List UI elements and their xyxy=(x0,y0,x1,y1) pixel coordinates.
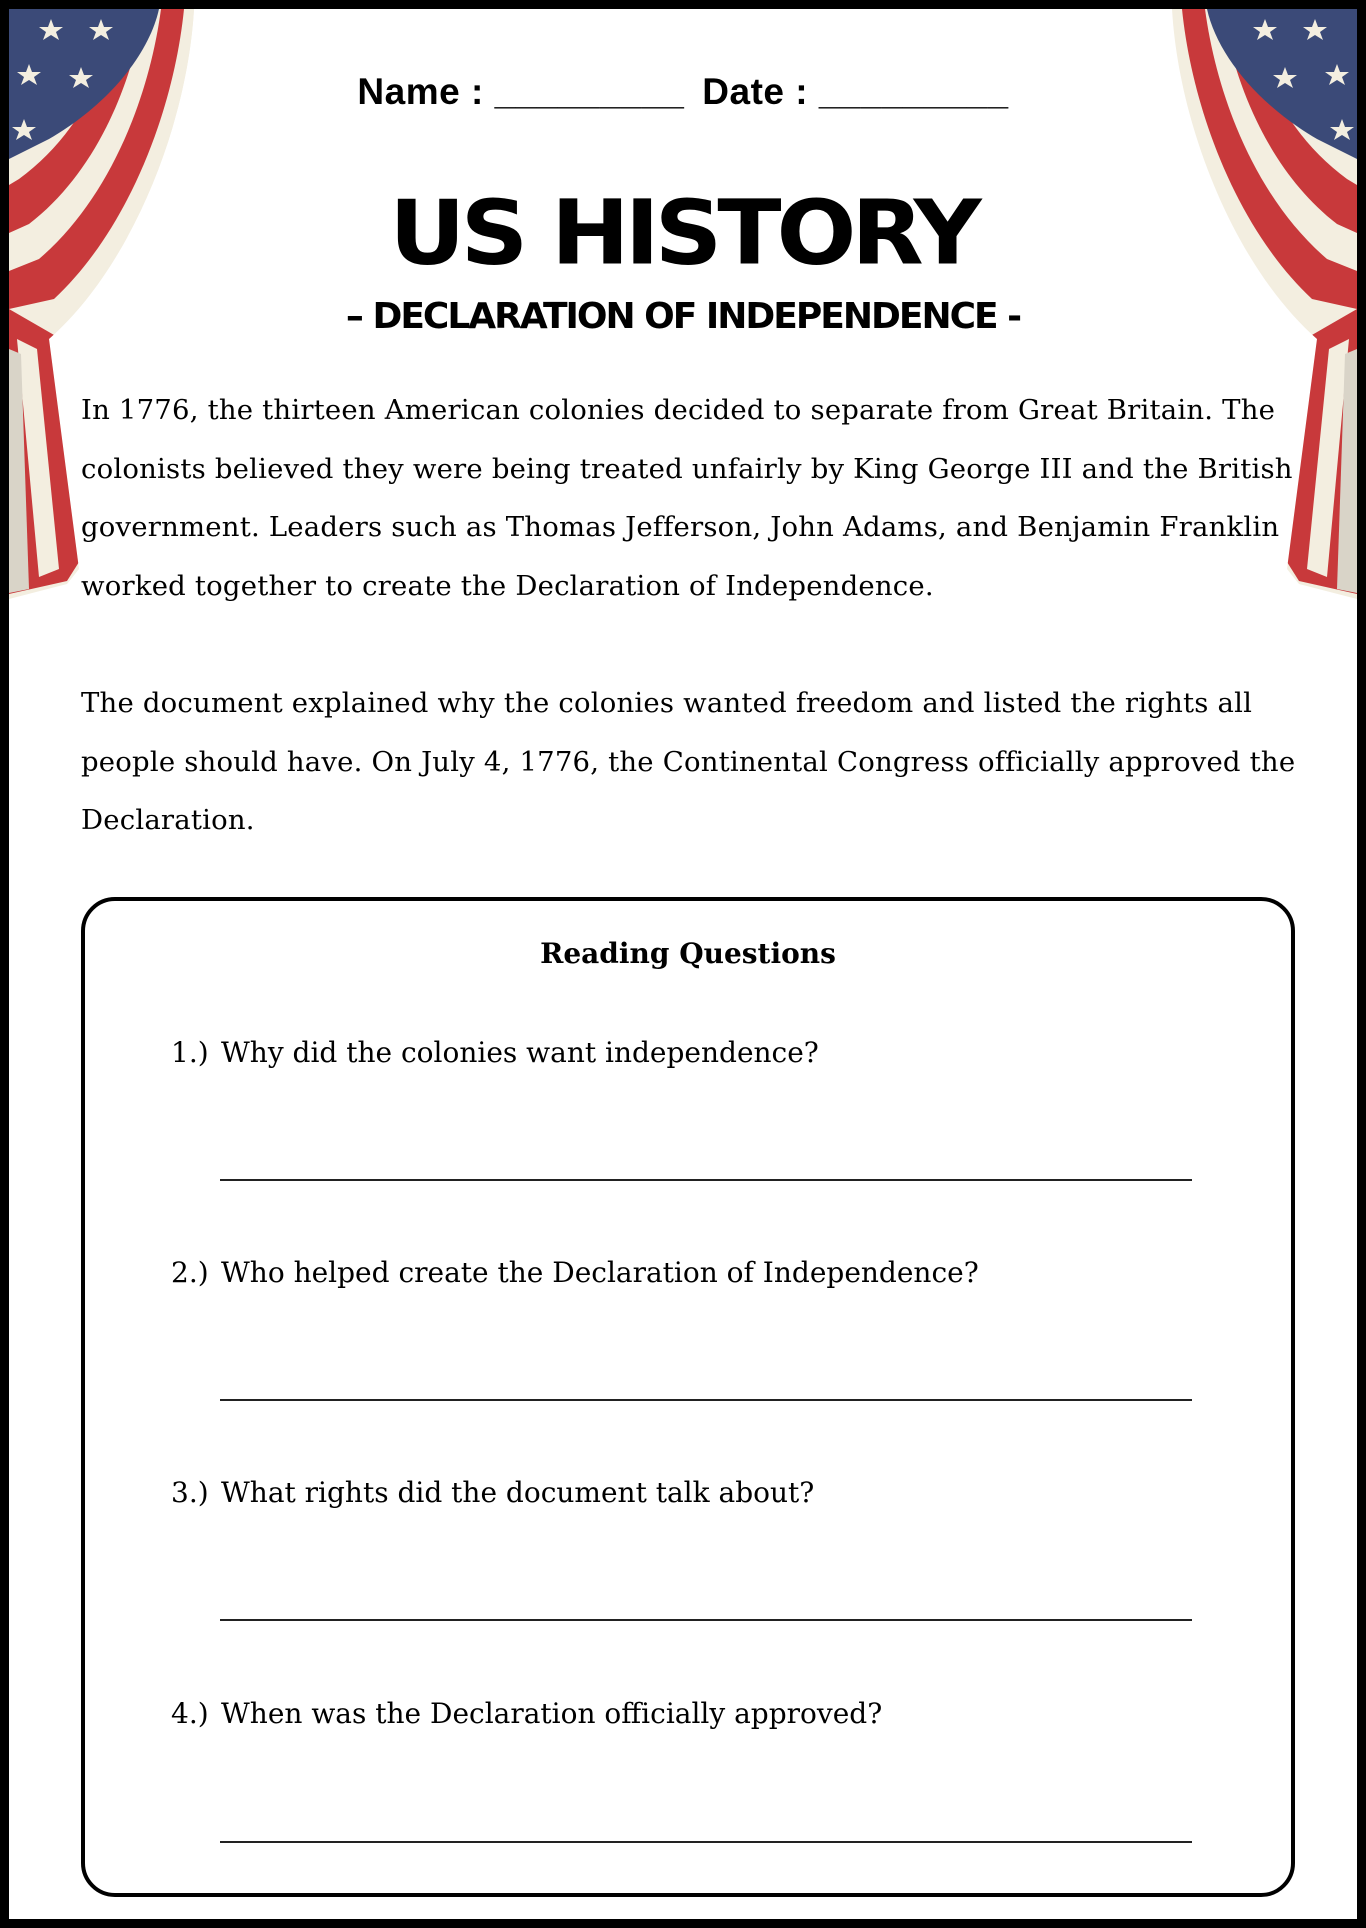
answer-line[interactable] xyxy=(220,1841,1192,1843)
page-subtitle: – DECLARATION OF INDEPENDENCE - xyxy=(345,296,1021,337)
intro-paragraph: In 1776, the thirteen American colonies decided to separate from Great Britain. The colonists believed they were being treated unfairly by King George III and the British government. Leaders such as Thomas Jefferson, John Adams, and Benjamin Franklin worked together to create the Declaration of Independence. xyxy=(81,394,1293,602)
question-item xyxy=(171,1036,1231,1069)
reading-questions-title: Reading Questions xyxy=(540,937,836,970)
question-text: What rights did the document talk about? xyxy=(221,1476,815,1509)
document-paragraph: The document explained why the colonies wanted freedom and listed the rights all people should have. On July 4, 1776, the Continental Congress officially approved the Declaration. xyxy=(81,687,1296,836)
question-item xyxy=(171,1476,1231,1509)
question-item xyxy=(171,1256,1231,1289)
question-number: 2.) xyxy=(171,1256,209,1289)
answer-line[interactable] xyxy=(220,1619,1192,1621)
question-number: 1.) xyxy=(171,1036,209,1069)
name-date-line xyxy=(9,71,1357,113)
question-text: Why did the colonies want independence? xyxy=(221,1036,819,1069)
question-text: Who helped create the Declaration of Independence? xyxy=(221,1256,979,1289)
name-field-label[interactable]: Name : _________ xyxy=(357,71,685,112)
question-number: 4.) xyxy=(171,1697,209,1730)
question-item xyxy=(171,1697,1231,1730)
date-field-label[interactable]: Date : _________ xyxy=(702,71,1009,112)
page-title: US HISTORY xyxy=(389,181,977,286)
reading-questions-box xyxy=(81,897,1295,1897)
answer-line[interactable] xyxy=(220,1399,1192,1401)
question-number: 3.) xyxy=(171,1476,209,1509)
answer-line[interactable] xyxy=(220,1179,1192,1181)
question-text: When was the Declaration officially approved? xyxy=(221,1697,883,1730)
